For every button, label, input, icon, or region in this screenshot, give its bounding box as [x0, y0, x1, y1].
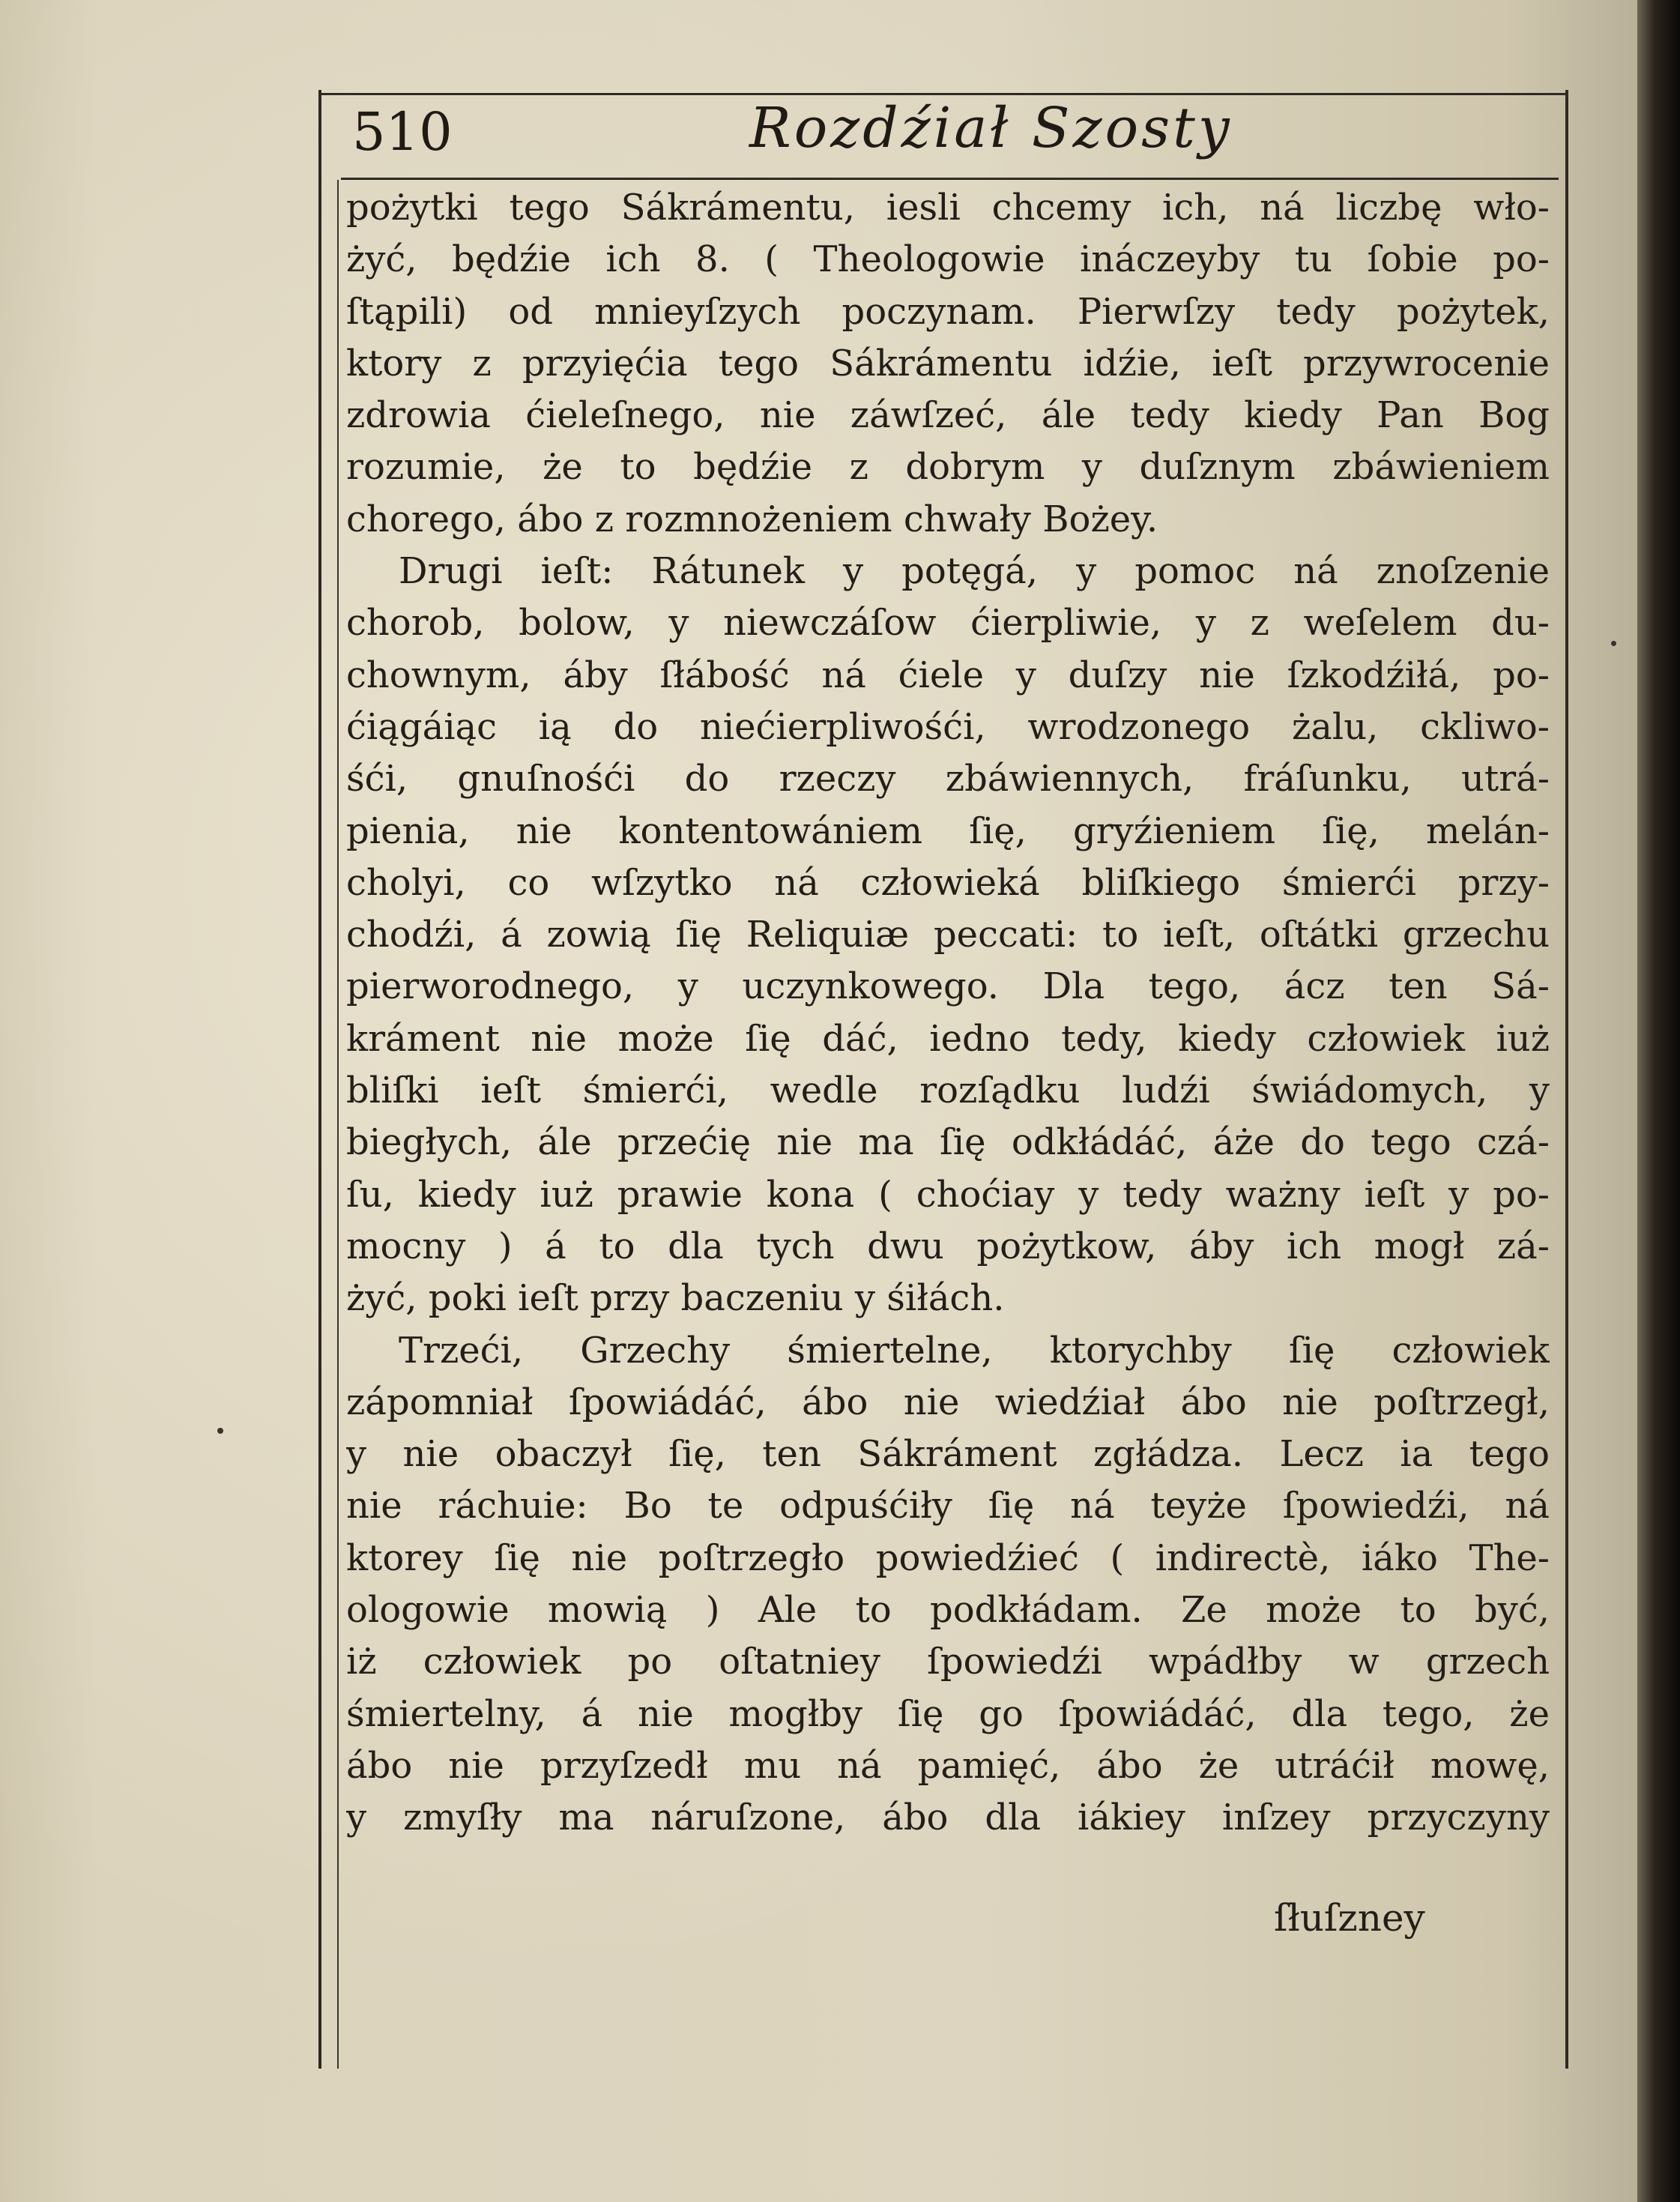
text-line: nie ráchuie: Bo te odpuśćiły ſię ná teyże ſpowiedźi, ná: [346, 1485, 1550, 1527]
text-line: pienia, nie kontentowániem ſię, gryźieniem ſię, melán-: [346, 809, 1550, 852]
text-line: kráment nie może ſię dáć, iedno tedy, kiedy człowiek iuż: [346, 1017, 1550, 1060]
ink-spot: [1611, 641, 1616, 646]
body-text: [346, 182, 1550, 1844]
text-line: chownym, áby ſłábość ná ćiele y duſzy nie ſzkodźiłá, po-: [346, 654, 1550, 696]
text-line: śći, gnuſnośći do rzeczy zbáwiennych, fráſunku, utrá-: [346, 758, 1550, 800]
text-line: y zmyſły ma náruſzone, ábo dla iákiey inſzey przyczyny: [346, 1797, 1550, 1839]
book-gutter: [1637, 0, 1680, 2202]
ink-spot: [217, 1428, 223, 1434]
text-line: żyć, będźie ich 8. ( Theologowie ináczeyby tu ſobie po-: [346, 238, 1550, 281]
inner-margin-rule: [337, 180, 339, 2069]
text-line: chorob, bolow, y niewczáſow ćierpliwie, y z weſelem du-: [346, 602, 1550, 645]
text-line: żyć, poki ieſt przy baczeniu y śiłách.: [346, 1277, 1005, 1320]
text-line: chorego, ábo z rozmnożeniem chwały Bożey.: [346, 498, 1158, 540]
text-line: cholyi, co wſzytko ná człowieká bliſkiego śmierći przy-: [346, 861, 1550, 904]
text-line: bliſki ieſt śmierći, wedle rozſądku ludźi świádomych, y: [346, 1070, 1550, 1112]
text-line: ktory z przyięćia tego Sákrámentu idźie, ieſt przywrocenie: [346, 342, 1550, 384]
text-line: rozumie, że to będźie z dobrym y duſznym zbáwieniem: [346, 446, 1550, 489]
text-line: pierworodnego, y uczynkowego. Dla tego, ácz ten Sá-: [346, 965, 1550, 1008]
text-line: iż człowiek po oſtatniey ſpowiedźi wpádłby w grzech: [346, 1641, 1550, 1683]
text-line: śmiertelny, á nie mogłby ſię go ſpowiádáć, dla tego, że: [346, 1692, 1550, 1735]
text-line: Trzeći, Grzechy śmiertelne, ktorychby ſię człowiek: [399, 1329, 1550, 1372]
text-line: ſu, kiedy iuż prawie kona ( choćiay y tedy ważny ieſt y po-: [346, 1173, 1550, 1216]
catchword: ſłuſzney: [1274, 1896, 1425, 1940]
text-line: zdrowia ćieleſnego, nie záwſzeć, ále tedy kiedy Pan Bog: [346, 394, 1550, 437]
text-line: chodźi, á zowią ſię Reliquiæ peccati: to ieſt, oſtátki grzechu: [346, 914, 1550, 956]
text-line: ktorey ſię nie poſtrzegło powiedźieć ( indirectè, iáko The-: [346, 1536, 1550, 1579]
text-line: ćiągáiąc ią do niećierpliwośći, wrodzonego żalu, ckliwo-: [346, 705, 1550, 748]
text-line: y nie obaczył ſię, ten Sákráment zgłádza. Lecz ia tego: [346, 1433, 1550, 1476]
text-line: biegłych, ále przećię nie ma ſię odkłádáć, áże do tego czá-: [346, 1121, 1550, 1164]
header-rule: [341, 178, 1559, 180]
text-line: ologowie mowią ) Ale to podkłádam. Ze może to być,: [346, 1589, 1550, 1632]
text-line: pożytki tego Sákrámentu, iesli chcemy ich, ná liczbę wło-: [346, 187, 1550, 229]
text-line: ſtąpili) od mnieyſzych poczynam. Pierwſzy tedy pożytek,: [346, 290, 1550, 333]
text-line: ábo nie przyſzedł mu ná pamięć, ábo że utráćił mowę,: [346, 1744, 1550, 1787]
page-number: 510: [352, 101, 453, 163]
text-line: mocny ) á to dla tych dwu pożytkow, áby ich mogł zá-: [346, 1225, 1550, 1267]
text-line: Drugi ieſt: Rátunek y potęgá, y pomoc ná znoſzenie: [399, 550, 1550, 593]
running-title: Rozdźiał Szosty: [749, 96, 1233, 160]
text-line: zápomniał ſpowiádáć, ábo nie wiedźiał ábo nie poſtrzegł,: [346, 1381, 1550, 1423]
